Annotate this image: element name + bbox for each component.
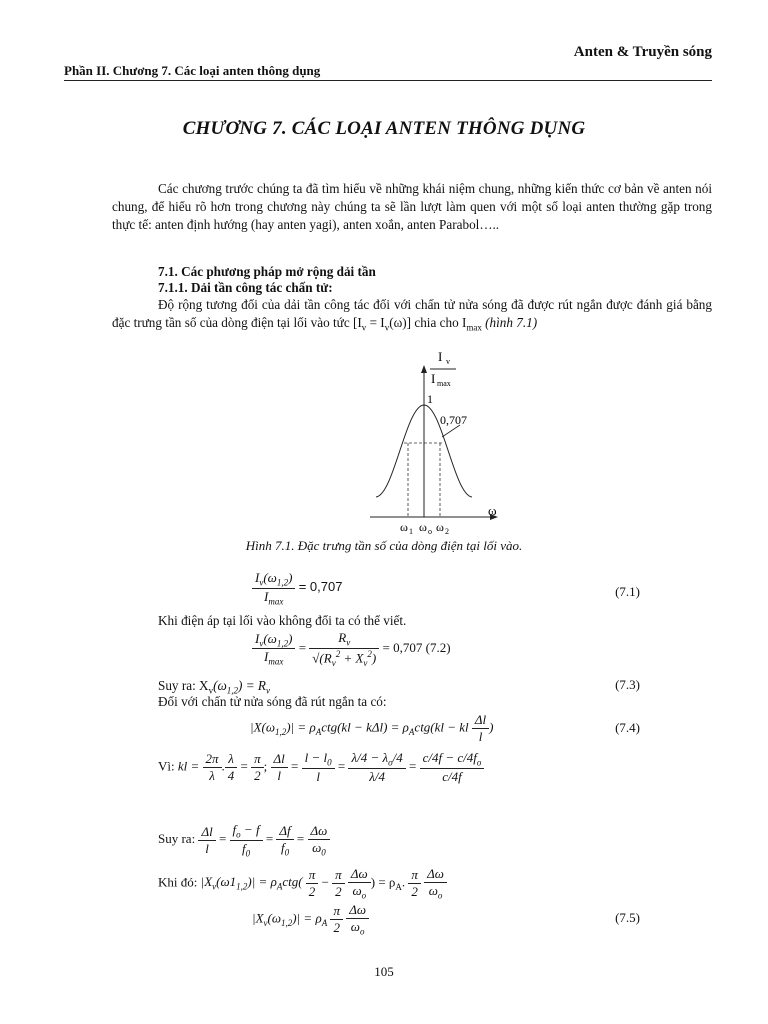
eq-7-4-number: (7.4) xyxy=(615,720,640,735)
eq-7-3-prefix: Suy ra: X xyxy=(158,678,209,693)
y-label-denominator-sub: max xyxy=(437,379,451,388)
figure-reference: (hình 7.1) xyxy=(485,315,538,330)
text-after-7-1: Khi điện áp tại lối vào không đổi ta có thể viết. xyxy=(158,613,407,628)
section-heading-7-1: 7.1. Các phương pháp mở rộng dải tần xyxy=(158,264,376,279)
peak-label: 1 xyxy=(427,392,433,406)
y-label-numerator-sub: v xyxy=(446,357,450,366)
eq-7-1-rhs: = 0,707 xyxy=(298,579,343,595)
page-number: 105 xyxy=(374,964,394,979)
tick-wo-sub: o xyxy=(428,527,432,535)
tick-w2-sub: 2 xyxy=(445,527,449,535)
vi-label: Vì: xyxy=(158,758,175,774)
eq-7-2-number: (7.2) xyxy=(425,639,451,655)
chapter-reference: Phần II. Chương 7. Các loại anten thông dụng xyxy=(64,63,321,78)
eq-7-5-number: (7.5) xyxy=(615,910,640,925)
suy-ra-label: Suy ra: xyxy=(158,831,196,847)
level-label: 0,707 xyxy=(440,413,467,427)
frequency-response-figure xyxy=(360,345,520,535)
text-before-7-4: Đối với chấn tử nửa sóng đã rút ngắn ta có: xyxy=(158,694,387,709)
paragraph-text-b: (ω)] chia cho I xyxy=(389,315,467,330)
y-label-numerator: I xyxy=(438,349,443,364)
chapter-title: CHƯƠNG 7. CÁC LOẠI ANTEN THÔNG DỤNG xyxy=(182,118,586,139)
x-axis-label: ω xyxy=(488,503,497,518)
equation-suy-ra: Suy ra: $\frac{\Delta l}{l}$ = $\frac{f_o - f}{f_0}$ = $\frac{\Delta f}{f_0}$ = $\frac{\Delta\omega}{\omega_0}$ xyxy=(158,822,330,858)
equation-7-5: $|X_v(\omega_{1,2})| = \rho_A$ $\frac{\pi}{2}$ $\frac{\Delta\omega}{\omega_o}$ xyxy=(252,902,369,937)
eq-7-2-rhs: = 0,707 xyxy=(382,639,423,655)
tick-wo: ω xyxy=(419,520,427,534)
khi-do-label: Khi đó: xyxy=(158,874,198,890)
equation-khi-do: Khi đó: $|X_v(\omega 1_{1,2})| = \rho_Actg$( $\frac{\pi}{2}$ − $\frac{\pi}{2}$ $\frac{\Delta\omega}{\omega_o}$ ) = $\rho_A$. $\frac{\pi}{2}$ $\frac{\Delta\omega}{\omega_o}$ xyxy=(158,866,447,901)
eq-7-1-fraction: $\frac{I_v(\omega_{1,2})}{I_{max}}$ xyxy=(252,570,295,606)
eq-7-1-number: (7.1) xyxy=(615,584,640,599)
equation-7-2: $\frac{I_v(\omega_{1,2})}{I_{max}}$ = $\frac{R_v}{√(R_v^2 + X_v^2)}$ = 0,707 (7.2) xyxy=(252,630,451,668)
intro-paragraph xyxy=(112,180,712,234)
equation-7-4: $|X(\omega_{1,2})| = \rho_Actg(kl - k\Delta l) = \rho_Actg(kl$ − kl $\frac{\Delta l}{l}$ ) xyxy=(250,712,494,744)
equation-7-3: Suy ra: $X_v(\omega_{1,2}) = R_v$ xyxy=(158,678,270,696)
paragraph-text-a: Độ rộng tương đối của dải tần công tác đối với chấn tử nửa sóng đã được rút ngắn được đánh giá bằng đặc trưng tần số của dòng điện tại lối vào tức [I xyxy=(112,297,712,330)
tick-w1-sub: 1 xyxy=(409,527,413,535)
equation-vi: Vì: kl = $\frac{2\pi}{\lambda}$ . $\frac{\lambda}{4}$ = $\frac{\pi}{2}$ ; $\frac{\Delta l}{l}$ = $\frac{l - l_0}{l}$ = $\frac{\lambda/4 - \lambda_o/4}{\lambda/4}$ = $\frac{c/4f - c/4f_o}{c/4f}$ xyxy=(158,750,484,785)
section-heading-7-1-1: 7.1.1. Dải tần công tác chấn tử: xyxy=(158,280,333,295)
header-rule xyxy=(64,80,712,81)
y-axis-arrow xyxy=(421,365,427,373)
intro-text: Các chương trước chúng ta đã tìm hiểu về những khái niệm chung, những kiến thức cơ bản về anten nói chung, để hiểu rõ hơn trong chương này chúng ta sẽ lần lượt làm quen với một số loại anten thường gặp trong thực tế: anten định hướng (hay anten yagi), anten xoắn, anten Parabol….. xyxy=(112,181,712,232)
tick-w2: ω xyxy=(436,520,444,534)
equation-7-1 xyxy=(252,570,342,606)
figure-caption: Hình 7.1. Đặc trưng tần số của dòng điện tại lối vào. xyxy=(245,538,523,553)
tick-w1: ω xyxy=(400,520,408,534)
book-title: Anten & Truyền sóng xyxy=(573,44,712,60)
eq-7-3-number: (7.3) xyxy=(615,677,640,692)
y-label-denominator: I xyxy=(431,371,436,386)
section-paragraph: Độ rộng tương đối của dải tần công tác đối với chấn tử nửa sóng đã được rút ngắn được đánh giá bằng đặc trưng tần số của dòng điện tại lối vào tức $[I_v = I_v(\omega)]$ chia cho $I_{max}$ (hình 7.1) xyxy=(112,297,712,333)
